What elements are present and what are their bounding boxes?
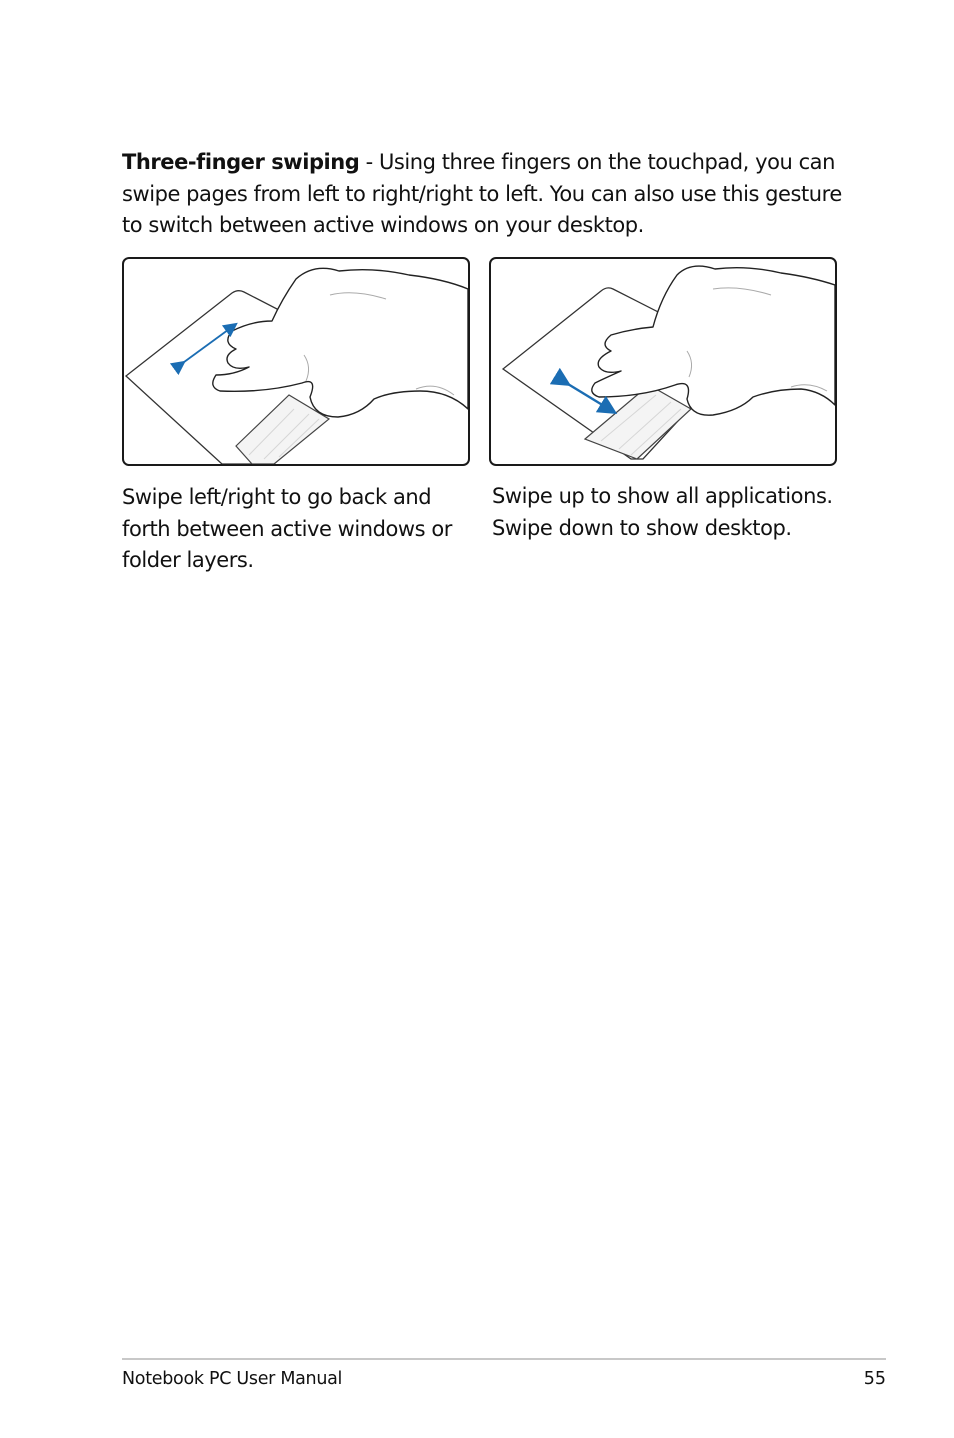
touchpad-hand-up-down-image [491,259,835,464]
gesture-description: - Using three fingers on the touchpad, you can swipe pages from left to right/right to left. You can also use this gesture to switch between active windows on your desktop. [122,150,842,237]
swipe-up-down-illustration [489,257,837,466]
swipe-left-right-illustration [122,257,470,466]
caption-up-down: Swipe up to show all applications. Swipe down to show desktop. [492,484,833,540]
page-number: 55 [863,1369,886,1389]
footer-manual-title: Notebook PC User Manual [122,1369,343,1389]
gesture-term: Three-finger swiping [122,150,360,174]
intro-paragraph [122,147,842,242]
caption-left-right: Swipe left/right to go back and forth between active windows or folder layers. [122,485,452,572]
touchpad-hand-left-right-image [124,259,468,464]
footer-divider [122,1358,886,1360]
